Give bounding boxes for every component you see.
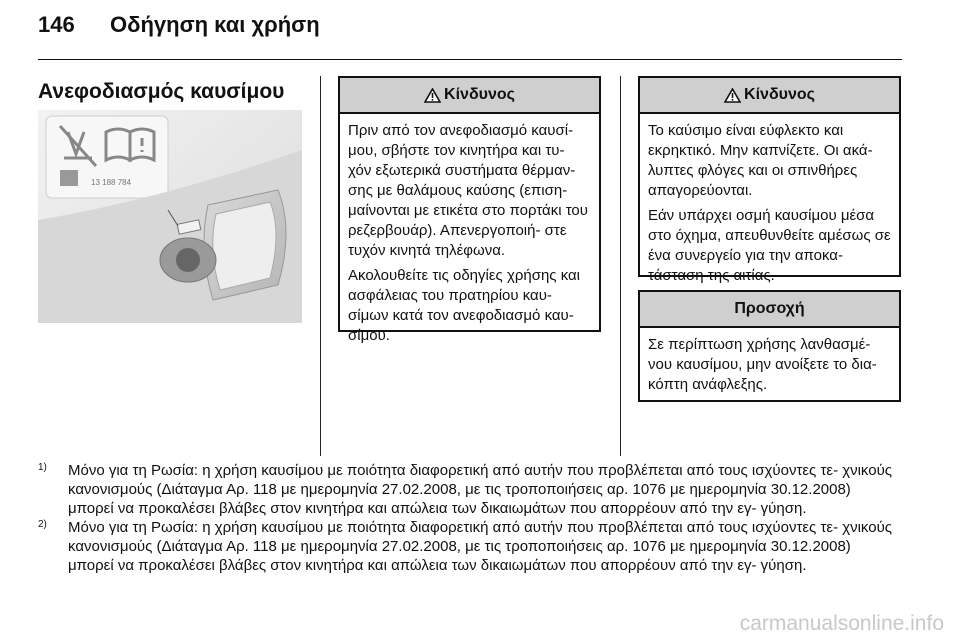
page-number: 146 bbox=[38, 12, 75, 37]
danger-heading: Κίνδυνος bbox=[444, 86, 515, 103]
fuel-door-illustration bbox=[38, 110, 302, 323]
running-title: Οδήγηση και χρήση bbox=[110, 12, 320, 37]
footnote-mark: 1) bbox=[38, 462, 47, 473]
column-divider-left bbox=[320, 76, 321, 456]
caution-heading: Προσοχή bbox=[734, 300, 805, 317]
danger-paragraph: Το καύσιμο είναι εύφλεκτο και εκρηκτικό. Μην καπνίζετε. Οι ακά- λυπτες φλόγες και οι σπινθήρες απαγορεύονται. bbox=[648, 122, 873, 199]
footnotes bbox=[38, 461, 900, 575]
footnote-text: Μόνο για τη Ρωσία: η χρήση καυσίμου με ποιότητα διαφορετική από αυτήν που προβλέπεται από τους ισχύοντες τε- χνικούς κανονισμούς (Διάταγμα Αρ. 118 με ημερομηνία 27.02.2008, με τις τροποποιήσεις αρ. 1076 με ημερομηνία 30.12.2008) μπορεί να προκαλέσει βλάβες στον κινητήρα και απώλεια των δικαιωμάτων που απορρέουν από την εγ- γύηση. bbox=[68, 462, 893, 517]
section-title: Ανεφοδιασμός καυσίμου bbox=[38, 80, 285, 103]
danger-box-refuelling bbox=[338, 76, 601, 344]
danger-paragraph: Ακολουθείτε τις οδηγίες χρήσης και ασφάλειας του πρατηρίου καυ- σίμων κατά τον ανεφοδιασμό καυ- σίμου. bbox=[348, 267, 581, 344]
label-number: 13 188 784 bbox=[91, 178, 132, 187]
header-rule bbox=[38, 59, 902, 60]
caution-paragraph: Σε περίπτωση χρήσης λανθασμέ- νου καυσίμου, μην ανοίξετε το δια- κόπτη ανάφλεξης. bbox=[648, 336, 877, 393]
watermark: carmanualsonline.info bbox=[739, 612, 944, 635]
footnote bbox=[38, 518, 900, 575]
footnote-text: Μόνο για τη Ρωσία: η χρήση καυσίμου με ποιότητα διαφορετική από αυτήν που προβλέπεται από τους ισχύοντες τε- χνικούς κανονισμούς (Διάταγμα Αρ. 118 με ημερομηνία 27.02.2008, με τις τροποποιήσεις αρ. 1076 με ημερομηνία 30.12.2008) μπορεί να προκαλέσει βλάβες στον κινητήρα και απώλεια των δικαιωμάτων που απορρέουν από την εγ- γύηση. bbox=[68, 519, 893, 574]
danger-box-flammable bbox=[638, 76, 901, 284]
danger-heading: Κίνδυνος bbox=[744, 86, 815, 103]
column-divider-right bbox=[620, 76, 621, 456]
footnote bbox=[38, 461, 900, 518]
warning-triangle-icon bbox=[424, 88, 441, 103]
caution-box bbox=[638, 290, 901, 402]
warning-triangle-icon bbox=[724, 88, 741, 103]
danger-paragraph: Πριν από τον ανεφοδιασμό καυσί- μου, σβήστε τον κινητήρα και τυ- χόν εξωτερικά συστήματα θέρμαν- σης με θαλάμους καύσης (επιση- μαίνονται με ετικέτα στο πορτάκι του ρεζερβουάρ). Απενεργοποιή- στε τυχόν κινητά τηλέφωνα. bbox=[348, 122, 588, 259]
fuel-door-photo bbox=[38, 110, 302, 323]
footnote-mark: 2) bbox=[38, 519, 47, 530]
danger-box-header bbox=[340, 78, 599, 114]
caution-box-header bbox=[640, 292, 899, 328]
danger-box-header bbox=[640, 78, 899, 114]
danger-paragraph: Εάν υπάρχει οσμή καυσίμου μέσα στο όχημα, απευθυνθείτε αμέσως σε ένα συνεργείο για την αποκα- τάσταση της αιτίας. bbox=[648, 207, 891, 284]
